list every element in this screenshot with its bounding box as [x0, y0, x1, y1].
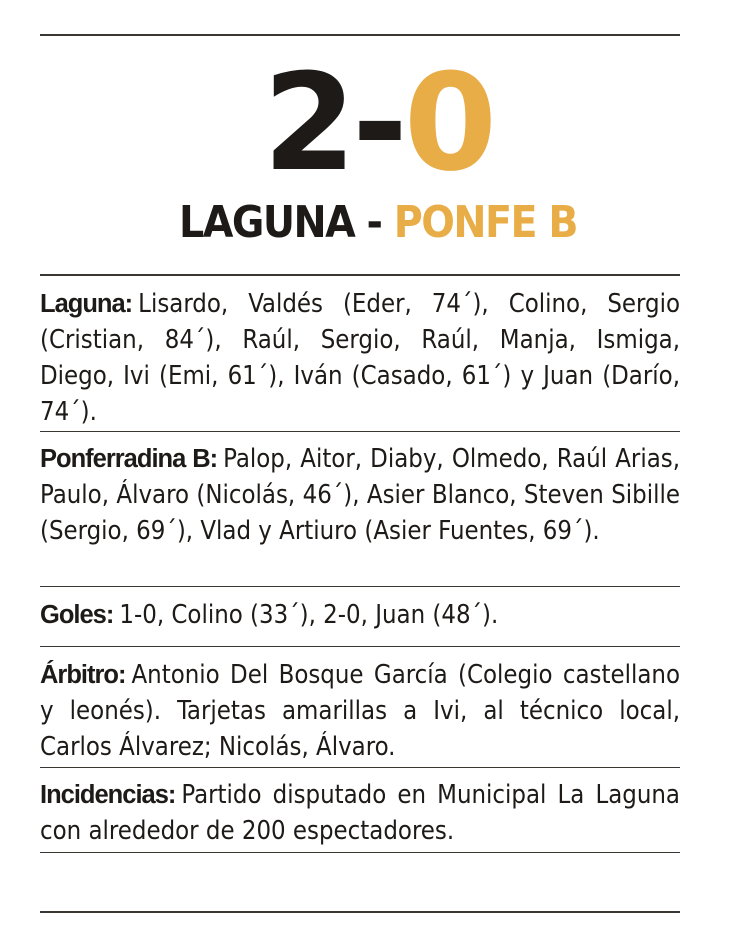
incidents-label: Incidencias: [40, 781, 176, 809]
laguna-label: Laguna: [40, 290, 133, 318]
ponferradina-lineup-text: Palop, Aitor, Diaby, Olmedo, Raúl Arias, Paulo, Álvaro (Nicolás, 46´), Asier Blanco, Steven Sibille (Sergio, 69´), Vlad y Artiuro (Asier Fuentes, 69´). [40, 444, 680, 546]
bottom-rule [40, 911, 680, 913]
final-score [0, 45, 756, 201]
referee-text: Antonio Del Bosque García (Colegio castellano y leonés). Tarjetas amarillas a Ivi, al técnico local, Carlos Álvarez; Nicolás, Álvaro. [40, 660, 680, 762]
teams-separator: - [366, 197, 382, 248]
goals-label: Goles: [40, 601, 114, 629]
top-rule [40, 34, 680, 36]
home-team-name: LAGUNA [178, 197, 355, 248]
laguna-lineup-text: Lisardo, Valdés (Eder, 74´), Colino, Sergio (Cristian, 84´), Raúl, Sergio, Raúl, Manja, Ismiga, Diego, Ivi (Emi, 61´), Iván (Casado, 61´) y Juan (Darío, 74´). [40, 289, 680, 427]
laguna-lineup [40, 286, 680, 430]
incidents [40, 777, 680, 849]
goals [40, 597, 680, 633]
section-divider [40, 274, 680, 276]
section-divider [40, 646, 680, 647]
ponferradina-lineup [40, 441, 680, 549]
incidents-text: Partido disputado en Municipal La Laguna con alrededor de 200 espectadores. [40, 780, 680, 846]
referee-label: Árbitro: [40, 661, 126, 689]
away-team-name: PONFE B [393, 197, 578, 248]
referee [40, 657, 680, 765]
match-teams [0, 196, 756, 250]
section-divider [40, 852, 680, 853]
section-divider [40, 767, 680, 768]
section-divider [40, 431, 680, 432]
goals-text: 1-0, Colino (33´), 2-0, Juan (48´). [119, 600, 499, 630]
score-separator: - [352, 45, 404, 201]
away-score: 0 [403, 45, 494, 201]
section-divider [40, 586, 680, 587]
ponferradina-label: Ponferradina B: [40, 445, 218, 473]
home-score: 2 [262, 45, 353, 201]
